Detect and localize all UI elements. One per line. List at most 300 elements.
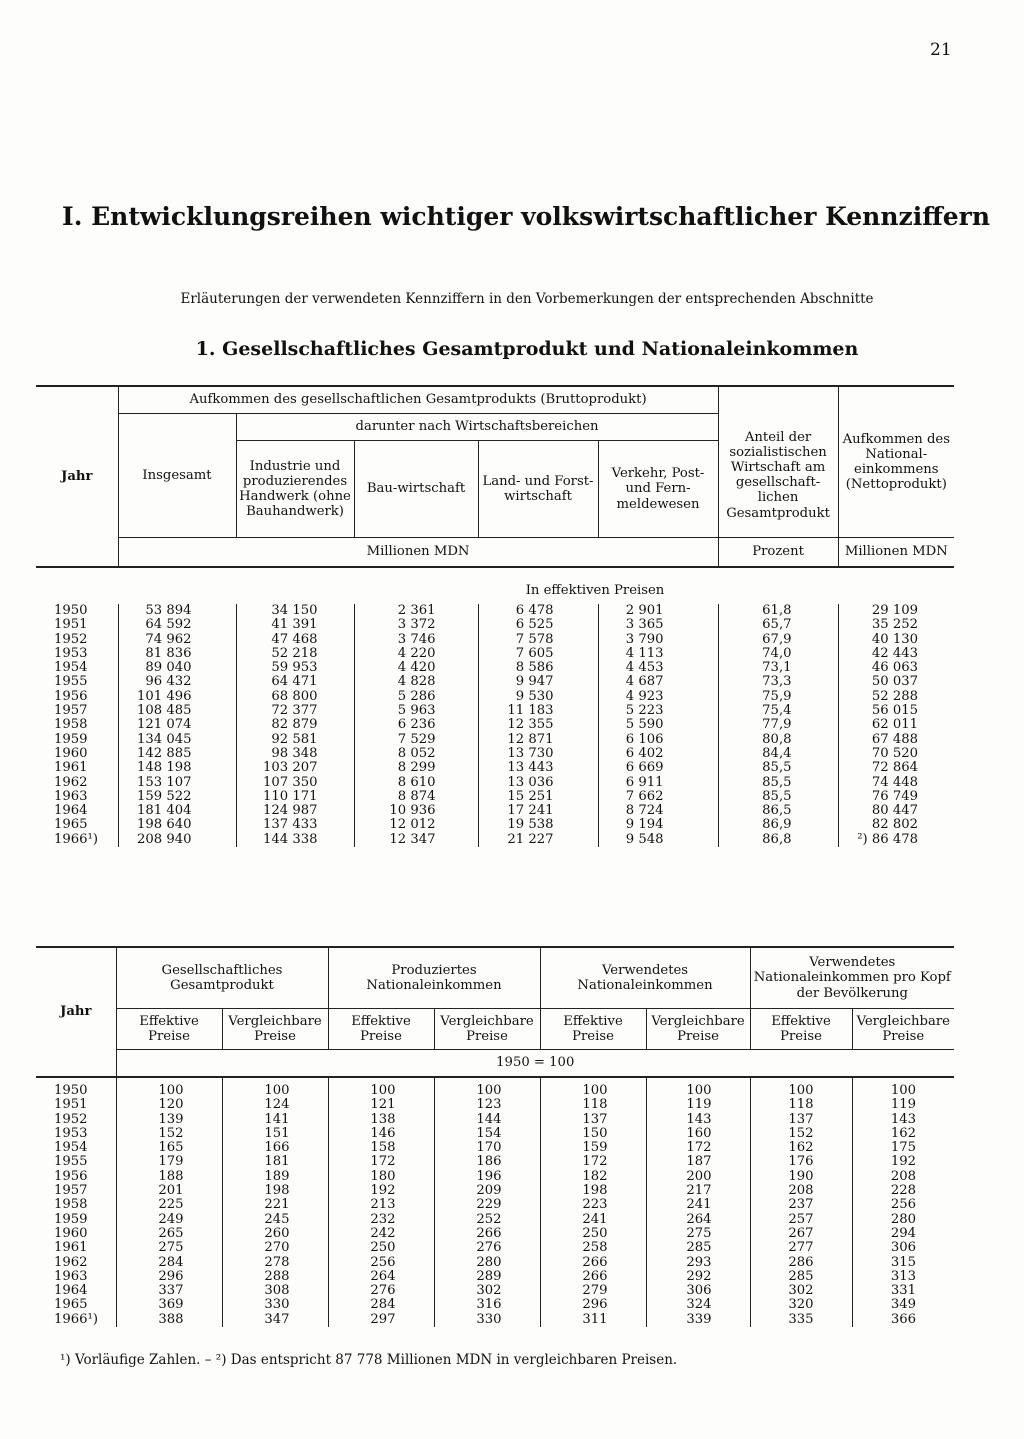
cell-index-7: 256 xyxy=(852,1198,954,1212)
table-row xyxy=(36,604,954,618)
cell-bau: 2 361 xyxy=(354,604,478,618)
cell-anteil: 85,5 xyxy=(718,790,838,804)
cell-anteil: 74,0 xyxy=(718,647,838,661)
cell-index-4: 266 xyxy=(540,1256,646,1270)
cell-verkehr: 9 548 xyxy=(598,833,718,847)
cell-index-5: 264 xyxy=(646,1213,750,1227)
cell-index-7: 306 xyxy=(852,1241,954,1255)
cell-national: 40 130 xyxy=(838,633,954,647)
cell-industrie: 68 800 xyxy=(236,690,354,704)
cell-verkehr: 6 911 xyxy=(598,776,718,790)
cell-index-5: 292 xyxy=(646,1270,750,1284)
cell-bau: 4 220 xyxy=(354,647,478,661)
cell-index-2: 100 xyxy=(328,1084,434,1098)
cell-bau: 8 610 xyxy=(354,776,478,790)
cell-index-7: 349 xyxy=(852,1298,954,1312)
cell-index-0: 120 xyxy=(116,1098,222,1112)
cell-index-6: 237 xyxy=(750,1198,852,1212)
cell-index-5: 285 xyxy=(646,1241,750,1255)
cell-year: 1964 xyxy=(54,1283,88,1299)
cell-index-4: 250 xyxy=(540,1227,646,1241)
cell-index-2: 192 xyxy=(328,1184,434,1198)
table-row xyxy=(36,1298,954,1312)
cell-index-5: 172 xyxy=(646,1141,750,1155)
cell-land: 6 525 xyxy=(478,618,598,632)
header-bau: Bau-wirtschaft xyxy=(354,441,478,538)
cell-verkehr: 6 669 xyxy=(598,761,718,775)
cell-index-6: 137 xyxy=(750,1113,852,1127)
cell-index-2: 121 xyxy=(328,1098,434,1112)
cell-year: 1963 xyxy=(54,788,88,804)
cell-anteil: 80,8 xyxy=(718,733,838,747)
cell-verkehr: 4 687 xyxy=(598,675,718,689)
cell-insgesamt: 142 885 xyxy=(118,747,236,761)
cell-industrie: 137 433 xyxy=(236,818,354,832)
cell-index-5: 100 xyxy=(646,1084,750,1098)
cell-industrie: 92 581 xyxy=(236,733,354,747)
cell-bau: 10 936 xyxy=(354,804,478,818)
cell-index-0: 296 xyxy=(116,1270,222,1284)
table-row xyxy=(36,704,954,718)
page-subtitle: Erläuterungen der verwendeten Kennziffern in den Vorbemerkungen der entsprechenden Abschnitte xyxy=(180,291,874,307)
cell-insgesamt: 181 404 xyxy=(118,804,236,818)
cell-index-2: 158 xyxy=(328,1141,434,1155)
cell-index-1: 245 xyxy=(222,1213,328,1227)
cell-index-7: 315 xyxy=(852,1256,954,1270)
cell-anteil: 65,7 xyxy=(718,618,838,632)
header-g4-verg: Vergleichbare Preise xyxy=(852,1009,954,1050)
cell-index-1: 166 xyxy=(222,1141,328,1155)
cell-index-2: 232 xyxy=(328,1213,434,1227)
table-row xyxy=(36,733,954,747)
cell-index-6: 286 xyxy=(750,1256,852,1270)
cell-year: 1957 xyxy=(54,1183,88,1199)
cell-index-4: 118 xyxy=(540,1098,646,1112)
table-row xyxy=(36,1198,954,1212)
cell-index-7: 280 xyxy=(852,1213,954,1227)
cell-insgesamt: 121 074 xyxy=(118,718,236,732)
header-g3-eff: Effektive Preise xyxy=(540,1009,646,1050)
table-row xyxy=(36,1284,954,1298)
table-row xyxy=(36,833,954,847)
cell-index-1: 278 xyxy=(222,1256,328,1270)
cell-index-6: 176 xyxy=(750,1155,852,1169)
cell-year: 1965 xyxy=(54,1297,88,1313)
cell-year: 1952 xyxy=(54,631,88,647)
cell-index-4: 182 xyxy=(540,1170,646,1184)
cell-index-3: 144 xyxy=(434,1113,540,1127)
cell-verkehr: 7 662 xyxy=(598,790,718,804)
cell-industrie: 59 953 xyxy=(236,661,354,675)
cell-index-0: 388 xyxy=(116,1313,222,1327)
cell-year: 1954 xyxy=(54,660,88,676)
cell-index-2: 250 xyxy=(328,1241,434,1255)
cell-insgesamt: 159 522 xyxy=(118,790,236,804)
header-jahr-2: Jahr xyxy=(36,947,116,1077)
table-gesamtprodukt xyxy=(36,385,954,847)
cell-index-0: 100 xyxy=(116,1084,222,1098)
header-g1-eff: Effektive Preise xyxy=(116,1009,222,1050)
cell-verkehr: 3 790 xyxy=(598,633,718,647)
cell-index-3: 330 xyxy=(434,1313,540,1327)
cell-verkehr: 3 365 xyxy=(598,618,718,632)
cell-verkehr: 4 453 xyxy=(598,661,718,675)
cell-verkehr: 8 724 xyxy=(598,804,718,818)
cell-index-3: 302 xyxy=(434,1284,540,1298)
cell-land: 19 538 xyxy=(478,818,598,832)
cell-year: 1953 xyxy=(54,1125,88,1141)
cell-verkehr: 4 923 xyxy=(598,690,718,704)
header-unit-millionen-2: Millionen MDN xyxy=(838,538,954,568)
table-row xyxy=(36,818,954,832)
cell-bau: 8 052 xyxy=(354,747,478,761)
cell-national: ²) 86 478 xyxy=(838,833,954,847)
cell-land: 6 478 xyxy=(478,604,598,618)
cell-insgesamt: 64 592 xyxy=(118,618,236,632)
header-industrie: Industrie und produzierendes Handwerk (ohne Bauhandwerk) xyxy=(236,441,354,538)
cell-index-5: 187 xyxy=(646,1155,750,1169)
section-title: 1. Gesellschaftliches Gesamtprodukt und Nationaleinkommen xyxy=(195,338,859,360)
cell-index-0: 284 xyxy=(116,1256,222,1270)
cell-insgesamt: 148 198 xyxy=(118,761,236,775)
cell-index-6: 257 xyxy=(750,1213,852,1227)
cell-land: 11 183 xyxy=(478,704,598,718)
cell-index-5: 143 xyxy=(646,1113,750,1127)
cell-verkehr: 6 402 xyxy=(598,747,718,761)
cell-land: 7 605 xyxy=(478,647,598,661)
cell-land: 13 443 xyxy=(478,761,598,775)
cell-insgesamt: 96 432 xyxy=(118,675,236,689)
cell-index-0: 225 xyxy=(116,1198,222,1212)
cell-index-4: 198 xyxy=(540,1184,646,1198)
footnote: ¹) Vorläufige Zahlen. – ²) Das entspricht 87 778 Millionen MDN in vergleichbaren Preisen. xyxy=(60,1352,678,1368)
cell-index-0: 139 xyxy=(116,1113,222,1127)
cell-industrie: 72 377 xyxy=(236,704,354,718)
cell-insgesamt: 81 836 xyxy=(118,647,236,661)
cell-index-4: 159 xyxy=(540,1141,646,1155)
cell-bau: 3 372 xyxy=(354,618,478,632)
cell-index-3: 186 xyxy=(434,1155,540,1169)
cell-national: 70 520 xyxy=(838,747,954,761)
cell-index-7: 162 xyxy=(852,1127,954,1141)
cell-anteil: 85,5 xyxy=(718,761,838,775)
cell-insgesamt: 108 485 xyxy=(118,704,236,718)
cell-year: 1961 xyxy=(54,760,88,776)
cell-index-7: 100 xyxy=(852,1084,954,1098)
cell-index-3: 280 xyxy=(434,1256,540,1270)
cell-industrie: 124 987 xyxy=(236,804,354,818)
cell-national: 56 015 xyxy=(838,704,954,718)
cell-index-3: 276 xyxy=(434,1241,540,1255)
cell-industrie: 98 348 xyxy=(236,747,354,761)
cell-index-1: 198 xyxy=(222,1184,328,1198)
table-row xyxy=(36,1127,954,1141)
cell-year: 1964 xyxy=(54,803,88,819)
cell-anteil: 86,5 xyxy=(718,804,838,818)
cell-index-4: 137 xyxy=(540,1113,646,1127)
cell-index-4: 223 xyxy=(540,1198,646,1212)
cell-index-2: 213 xyxy=(328,1198,434,1212)
cell-index-0: 369 xyxy=(116,1298,222,1312)
cell-bau: 5 286 xyxy=(354,690,478,704)
cell-index-4: 266 xyxy=(540,1270,646,1284)
cell-index-0: 265 xyxy=(116,1227,222,1241)
cell-index-7: 175 xyxy=(852,1141,954,1155)
table-row xyxy=(36,1270,954,1284)
cell-index-1: 181 xyxy=(222,1155,328,1169)
cell-index-1: 330 xyxy=(222,1298,328,1312)
cell-insgesamt: 134 045 xyxy=(118,733,236,747)
cell-year: 1963 xyxy=(54,1268,88,1284)
cell-insgesamt: 89 040 xyxy=(118,661,236,675)
table-row xyxy=(36,761,954,775)
cell-national: 76 749 xyxy=(838,790,954,804)
cell-index-7: 331 xyxy=(852,1284,954,1298)
cell-index-1: 260 xyxy=(222,1227,328,1241)
header-g2-verg: Vergleichbare Preise xyxy=(434,1009,540,1050)
cell-index-5: 241 xyxy=(646,1198,750,1212)
table-row xyxy=(36,618,954,632)
cell-year: 1954 xyxy=(54,1140,88,1156)
table-row xyxy=(36,747,954,761)
cell-anteil: 61,8 xyxy=(718,604,838,618)
cell-insgesamt: 53 894 xyxy=(118,604,236,618)
cell-index-6: 335 xyxy=(750,1313,852,1327)
cell-index-4: 100 xyxy=(540,1084,646,1098)
cell-verkehr: 4 113 xyxy=(598,647,718,661)
cell-index-6: 285 xyxy=(750,1270,852,1284)
cell-year: 1966¹) xyxy=(54,1311,98,1327)
cell-anteil: 86,8 xyxy=(718,833,838,847)
cell-index-1: 189 xyxy=(222,1170,328,1184)
cell-index-6: 118 xyxy=(750,1098,852,1112)
cell-index-0: 275 xyxy=(116,1241,222,1255)
cell-index-6: 208 xyxy=(750,1184,852,1198)
header-spacer xyxy=(718,386,838,414)
header-unit-millionen: Millionen MDN xyxy=(118,538,718,568)
cell-year: 1962 xyxy=(54,1254,88,1270)
cell-anteil: 73,1 xyxy=(718,661,838,675)
table-row xyxy=(36,1170,954,1184)
cell-index-5: 293 xyxy=(646,1256,750,1270)
cell-industrie: 64 471 xyxy=(236,675,354,689)
cell-insgesamt: 74 962 xyxy=(118,633,236,647)
header-wirtschaftsbereiche: darunter nach Wirtschaftsbereichen xyxy=(236,414,718,441)
cell-year: 1953 xyxy=(54,645,88,661)
cell-index-3: 123 xyxy=(434,1098,540,1112)
cell-industrie: 47 468 xyxy=(236,633,354,647)
cell-national: 72 864 xyxy=(838,761,954,775)
cell-land: 9 530 xyxy=(478,690,598,704)
cell-index-2: 264 xyxy=(328,1270,434,1284)
cell-index-6: 190 xyxy=(750,1170,852,1184)
cell-verkehr: 2 901 xyxy=(598,604,718,618)
cell-index-1: 141 xyxy=(222,1113,328,1127)
cell-industrie: 110 171 xyxy=(236,790,354,804)
table-row xyxy=(36,1313,954,1327)
cell-index-4: 241 xyxy=(540,1213,646,1227)
header-g3-verg: Vergleichbare Preise xyxy=(646,1009,750,1050)
cell-bau: 12 347 xyxy=(354,833,478,847)
cell-national: 67 488 xyxy=(838,733,954,747)
cell-index-3: 316 xyxy=(434,1298,540,1312)
cell-bau: 7 529 xyxy=(354,733,478,747)
cell-index-4: 296 xyxy=(540,1298,646,1312)
cell-index-6: 277 xyxy=(750,1241,852,1255)
cell-insgesamt: 198 640 xyxy=(118,818,236,832)
cell-index-5: 324 xyxy=(646,1298,750,1312)
cell-land: 21 227 xyxy=(478,833,598,847)
cell-year: 1965 xyxy=(54,817,88,833)
page-number: 21 xyxy=(930,40,952,60)
cell-index-7: 366 xyxy=(852,1313,954,1327)
cell-year: 1950 xyxy=(54,1083,88,1098)
cell-index-7: 294 xyxy=(852,1227,954,1241)
cell-year: 1956 xyxy=(54,688,88,704)
cell-index-3: 289 xyxy=(434,1270,540,1284)
table-row xyxy=(36,633,954,647)
table-index xyxy=(36,946,954,1327)
cell-bau: 8 299 xyxy=(354,761,478,775)
cell-national: 82 802 xyxy=(838,818,954,832)
cell-verkehr: 6 106 xyxy=(598,733,718,747)
cell-index-3: 209 xyxy=(434,1184,540,1198)
cell-year: 1957 xyxy=(54,703,88,719)
cell-bau: 4 828 xyxy=(354,675,478,689)
cell-index-1: 221 xyxy=(222,1198,328,1212)
cell-year: 1955 xyxy=(54,1154,88,1170)
price-label: In effektiven Preisen xyxy=(525,582,665,598)
cell-year: 1966¹) xyxy=(54,831,98,847)
cell-industrie: 41 391 xyxy=(236,618,354,632)
cell-land: 13 730 xyxy=(478,747,598,761)
page-title: I. Entwicklungsreihen wichtiger volkswirtschaftlicher Kennziffern xyxy=(62,202,990,231)
header-aufkommen-group: Aufkommen des gesellschaftlichen Gesamtprodukts (Bruttoprodukt) xyxy=(118,386,718,414)
cell-bau: 3 746 xyxy=(354,633,478,647)
header-g4-eff: Effektive Preise xyxy=(750,1009,852,1050)
cell-index-6: 320 xyxy=(750,1298,852,1312)
cell-index-3: 100 xyxy=(434,1084,540,1098)
cell-index-0: 337 xyxy=(116,1284,222,1298)
cell-year: 1958 xyxy=(54,717,88,733)
cell-national: 46 063 xyxy=(838,661,954,675)
header-land: Land- und Forst-wirtschaft xyxy=(478,441,598,538)
cell-index-5: 119 xyxy=(646,1098,750,1112)
table-row xyxy=(36,1113,954,1127)
cell-year: 1951 xyxy=(54,1097,88,1113)
cell-index-7: 119 xyxy=(852,1098,954,1112)
cell-year: 1950 xyxy=(54,603,88,618)
cell-index-4: 279 xyxy=(540,1284,646,1298)
table-row xyxy=(36,1155,954,1169)
header-g2: Produziertes Nationaleinkommen xyxy=(328,947,540,1009)
cell-industrie: 103 207 xyxy=(236,761,354,775)
cell-verkehr: 5 590 xyxy=(598,718,718,732)
cell-anteil: 86,9 xyxy=(718,818,838,832)
header-g1-verg: Vergleichbare Preise xyxy=(222,1009,328,1050)
header-anteil: Anteil der sozialistischen Wirtschaft am gesellschaft-lichen Gesamtprodukt xyxy=(718,414,838,538)
cell-index-1: 124 xyxy=(222,1098,328,1112)
cell-anteil: 67,9 xyxy=(718,633,838,647)
cell-index-3: 229 xyxy=(434,1198,540,1212)
cell-land: 12 355 xyxy=(478,718,598,732)
cell-national: 50 037 xyxy=(838,675,954,689)
table-row xyxy=(36,1184,954,1198)
cell-year: 1951 xyxy=(54,617,88,633)
cell-index-0: 165 xyxy=(116,1141,222,1155)
cell-national: 29 109 xyxy=(838,604,954,618)
table-row xyxy=(36,1227,954,1241)
cell-bau: 12 012 xyxy=(354,818,478,832)
cell-index-6: 152 xyxy=(750,1127,852,1141)
cell-anteil: 77,9 xyxy=(718,718,838,732)
table-row xyxy=(36,1098,954,1112)
cell-index-2: 146 xyxy=(328,1127,434,1141)
cell-index-2: 276 xyxy=(328,1284,434,1298)
cell-index-2: 172 xyxy=(328,1155,434,1169)
cell-index-5: 339 xyxy=(646,1313,750,1327)
cell-index-3: 252 xyxy=(434,1213,540,1227)
cell-land: 12 871 xyxy=(478,733,598,747)
cell-index-7: 313 xyxy=(852,1270,954,1284)
cell-index-6: 267 xyxy=(750,1227,852,1241)
cell-anteil: 73,3 xyxy=(718,675,838,689)
cell-index-2: 180 xyxy=(328,1170,434,1184)
cell-year: 1955 xyxy=(54,674,88,690)
table-row xyxy=(36,1213,954,1227)
cell-index-2: 284 xyxy=(328,1298,434,1312)
cell-index-1: 151 xyxy=(222,1127,328,1141)
table-row xyxy=(36,804,954,818)
cell-bau: 8 874 xyxy=(354,790,478,804)
cell-year: 1961 xyxy=(54,1240,88,1256)
cell-index-6: 162 xyxy=(750,1141,852,1155)
cell-anteil: 75,4 xyxy=(718,704,838,718)
cell-industrie: 107 350 xyxy=(236,776,354,790)
table-row xyxy=(36,1141,954,1155)
cell-index-2: 138 xyxy=(328,1113,434,1127)
cell-industrie: 34 150 xyxy=(236,604,354,618)
header-g2-eff: Effektive Preise xyxy=(328,1009,434,1050)
cell-anteil: 75,9 xyxy=(718,690,838,704)
header-insgesamt: Insgesamt xyxy=(118,414,236,538)
cell-anteil: 85,5 xyxy=(718,776,838,790)
cell-index-1: 308 xyxy=(222,1284,328,1298)
cell-national: 52 288 xyxy=(838,690,954,704)
cell-industrie: 52 218 xyxy=(236,647,354,661)
header-g4: Verwendetes Nationaleinkommen pro Kopf der Bevölkerung xyxy=(750,947,954,1009)
cell-index-0: 179 xyxy=(116,1155,222,1169)
cell-index-1: 288 xyxy=(222,1270,328,1284)
cell-index-0: 201 xyxy=(116,1184,222,1198)
cell-index-0: 188 xyxy=(116,1170,222,1184)
cell-verkehr: 9 194 xyxy=(598,818,718,832)
cell-index-2: 297 xyxy=(328,1313,434,1327)
cell-index-7: 143 xyxy=(852,1113,954,1127)
cell-insgesamt: 153 107 xyxy=(118,776,236,790)
cell-bau: 5 963 xyxy=(354,704,478,718)
cell-land: 15 251 xyxy=(478,790,598,804)
header-index: 1950 = 100 xyxy=(116,1050,954,1078)
cell-year: 1956 xyxy=(54,1168,88,1184)
cell-index-1: 270 xyxy=(222,1241,328,1255)
table-row xyxy=(36,1256,954,1270)
cell-year: 1960 xyxy=(54,1225,88,1241)
cell-land: 9 947 xyxy=(478,675,598,689)
cell-land: 8 586 xyxy=(478,661,598,675)
header-g1: Gesellschaftliches Gesamtprodukt xyxy=(116,947,328,1009)
table-row xyxy=(36,1241,954,1255)
